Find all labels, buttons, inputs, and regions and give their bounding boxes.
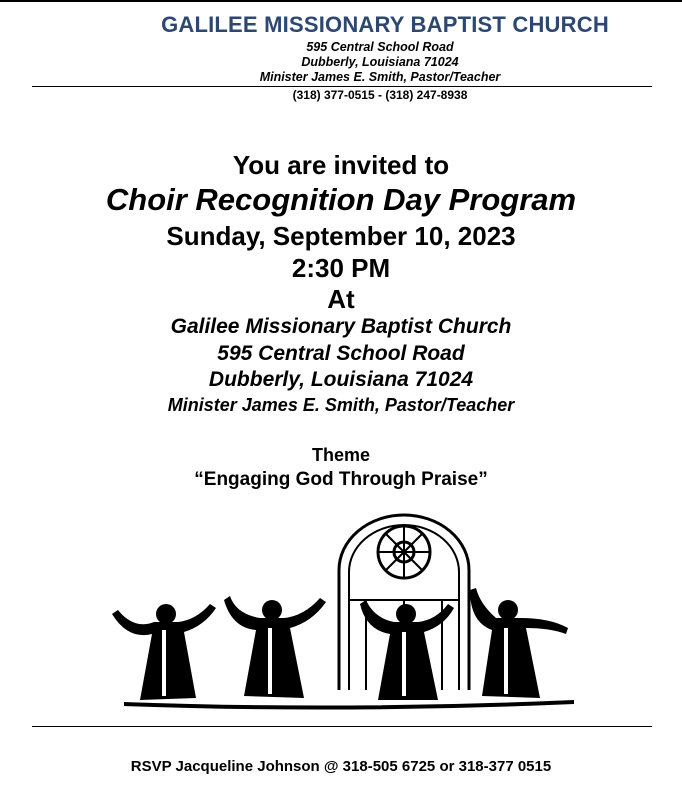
header-phone-numbers: (318) 377-0515 - (318) 247-8938 (292, 88, 468, 102)
choir-singers-illustration (104, 510, 584, 710)
rsvp-line: RSVP Jacqueline Johnson @ 318-505 6725 or 318-377 0515 (130, 758, 552, 775)
venue-address-line2: Dubberly, Louisiana 71024 (208, 368, 474, 391)
header-address-line2: Dubberly, Louisiana 71024 (301, 55, 459, 69)
header-divider (32, 86, 652, 87)
header-address-line1: 595 Central School Road (306, 40, 454, 54)
at-label: At (327, 284, 355, 314)
theme-label: Theme (311, 445, 371, 465)
church-name-heading: GALILEE MISSIONARY BAPTIST CHURCH (161, 12, 609, 37)
top-border-rule (0, 0, 682, 2)
invitation-intro: You are invited to (232, 150, 450, 180)
theme-text: “Engaging God Through Praise” (194, 469, 488, 490)
footer-divider (32, 726, 652, 727)
venue-name: Galilee Missionary Baptist Church (170, 315, 512, 338)
event-title: Choir Recognition Day Program (105, 182, 577, 217)
header-pastor-line: Minister James E. Smith, Pastor/Teacher (259, 70, 501, 84)
venue-address-line1: 595 Central School Road (217, 342, 465, 365)
event-date: Sunday, September 10, 2023 (166, 221, 516, 251)
event-time: 2:30 PM (291, 253, 391, 283)
choir-icon (104, 510, 584, 710)
venue-pastor: Minister James E. Smith, Pastor/Teacher (167, 395, 515, 415)
